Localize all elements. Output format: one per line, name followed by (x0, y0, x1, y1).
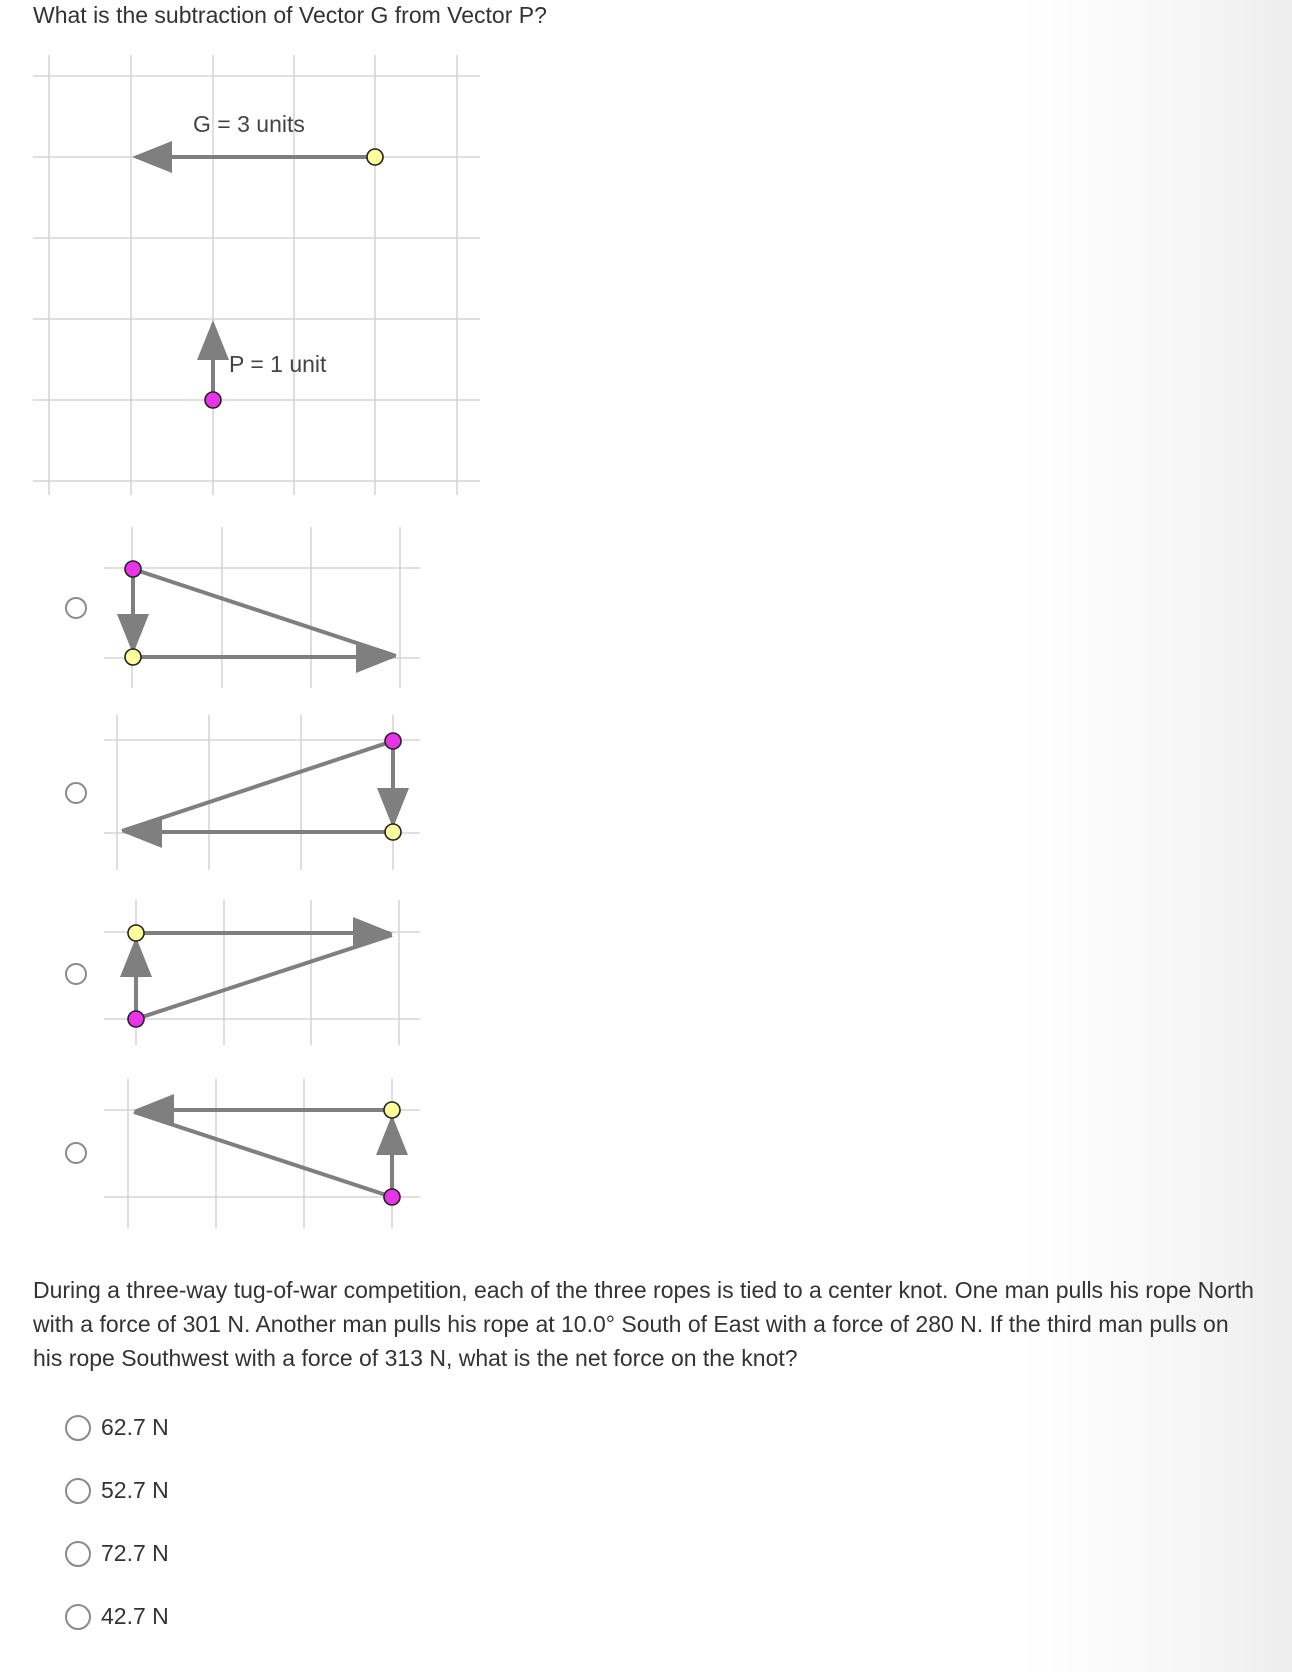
choice-d-tail-dot (384, 1189, 400, 1205)
choice-d-mid-dot (384, 1102, 400, 1118)
vector-g-label: G = 3 units (193, 111, 305, 137)
option-radio[interactable] (65, 1478, 91, 1504)
option-label: 62.7 N (101, 1414, 169, 1440)
question-1-text: What is the subtraction of Vector G from Vector P? (33, 2, 547, 28)
option-row[interactable] (65, 1603, 169, 1630)
option-label: 72.7 N (101, 1540, 169, 1566)
option-radio[interactable] (65, 1604, 91, 1630)
option-row[interactable] (65, 1414, 169, 1441)
option-label: 42.7 N (101, 1603, 169, 1629)
choice-d-resultant (134, 1112, 392, 1197)
option-row[interactable] (65, 1477, 169, 1504)
question-2-text: During a three-way tug-of-war competition, each of the three ropes is tied to a center knot. One man pulls his rope North with a force of 301 N. Another man pulls his rope at 10.0° South of East with a force of 280 N. If the third man pulls on his rope Southwest with a force of 313 N, what is the net force on the knot? (33, 1277, 1254, 1371)
option-radio[interactable] (65, 1415, 91, 1441)
option-row[interactable] (65, 1540, 169, 1567)
choice-d-diagram (0, 0, 430, 1240)
option-radio[interactable] (65, 1541, 91, 1567)
option-label: 52.7 N (101, 1477, 169, 1503)
vector-p-label: P = 1 unit (229, 351, 327, 377)
